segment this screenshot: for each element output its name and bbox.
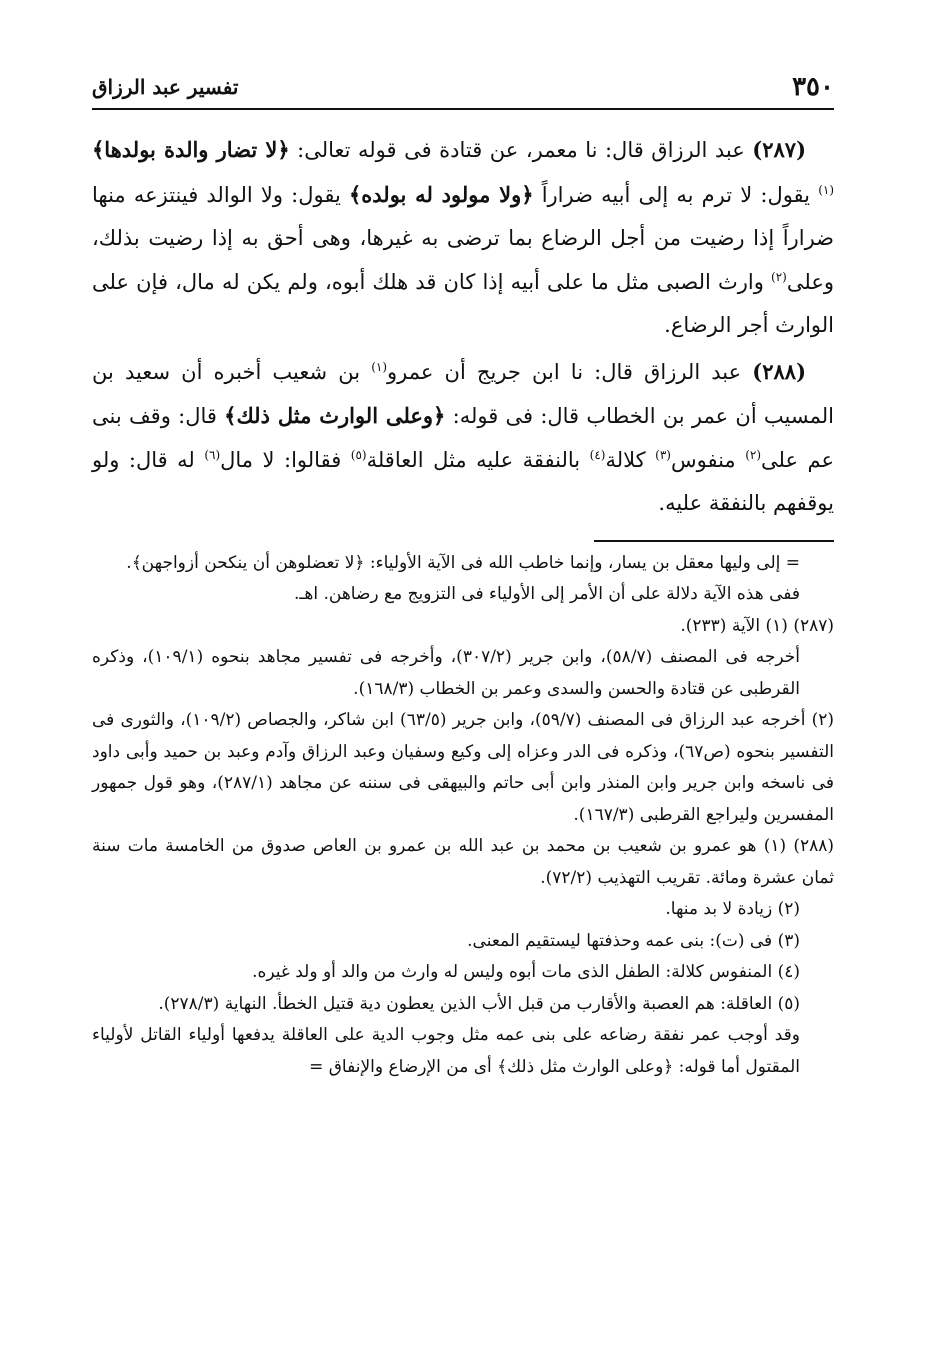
quran-quote: ﴿ولا مولود له بولده﴾ [348,181,534,207]
footnote-ref: (١) [818,182,835,197]
entry-text: فقالوا: لا مال [220,447,351,472]
footnote: (٣) فى (ت): بنى عمه وحذفتها ليستقيم المعنى. [467,930,800,951]
entry-number: (٢٨٨) [752,358,807,384]
footnote: (٤) المنفوس كلالة: الطفل الذى مات أبوه وليس له وارث من والد أو ولد غيره. [252,962,800,982]
quran-quote: ﴿وعلى الوارث مثل ذلك﴾ [224,403,446,428]
entry-text: قال: وقف بنى عم على [92,404,835,472]
page-number: ٣٥٠ [792,72,834,102]
footnote-ref: (٢) [745,447,762,462]
footnote-ref: (٥) [350,447,367,462]
quran-quote: ﴿لا تضار والدة بولدها﴾ [92,137,290,162]
footnote-ref: (٢) [771,269,787,284]
footnote: (٢) أخرجه عبد الرزاق فى المصنف (٥٩/٧)، وابن جرير (٦٣/٥) ابن شاكر، والجصاص (١٠٩/٢)، والثورى فى التفسير بنحوه (ص٦٧)، وذكره فى الدر وعزاه إلى وكيع وسفيان وعبد الرزاق وآدم وعبد بن حميد وأبى داود فى ناسخه وابن جرير وابن المنذر وابن أبى حاتم والبيهقى فى سننه عن مجاهد (٢٨٧/١)، وهو قول جمهور المفسرين وليراجع القرطبى (١٦٧/٣). [92,710,834,825]
entry-text: له قال: ولو يوقفهم بالنفقة عليه. [92,447,834,515]
entry-text: منفوس [670,447,746,472]
entry-text: عبد الرزاق قال: نا معمر، عن قتادة فى قوله تعالى: [289,138,753,162]
entry-text: وارث الصبى مثل ما على أبيه إذا كان قد هلك أبوه، ولم يكن له مال، فإن على الوارث أجر الرضاع. [92,269,834,337]
footnote: وقد أوجب عمر نفقة رضاعه على بنى عمه مثل وجوب الدية على العاقلة يدفعها أولياء القاتل لأولياء المقتول أما قوله: ﴿وعلى الوارث مثل ذلك﴾ أى من الإرضاع والإنفاق = [92,1025,800,1077]
entry-text: يقول: ولا الوالد فينتزعه منها ضراراً إذا رضيت من أجل الرضاع بما ترضى به غيرها، وهى أحق به إذا رضيت بذلك، وعلى [92,182,834,294]
entry-288 [92,350,834,526]
entry-text: كلالة [605,447,656,472]
entry-text: بن شعيب أخبره أن سعيد بن المسيب أن عمر بن الخطاب قال: فى قوله: [92,359,834,428]
page [92,70,834,1083]
entry-text: بالنفقة عليه مثل العاقلة [366,447,590,472]
entry-text: عبد الرزاق قال: نا ابن جريج أن عمرو [387,359,753,384]
footnote-ref: (٣) [655,447,671,462]
entry-287 [92,128,834,348]
footnote: (٥) العاقلة: هم العصبة والأقارب من قبل الأب الذين يعطون دية قتيل الخطأ. النهاية (٢٧٨/٣). [158,993,800,1014]
page-header [92,70,834,110]
main-text [92,128,834,526]
footnote: (٢) زيادة لا بد منها. [665,899,800,919]
footnote: (٢٨٧) (١) الآية (٢٣٣). [680,615,834,636]
entry-text: يقول: لا ترم به إلى أبيه ضراراً [533,182,819,207]
footnote-ref: (٦) [204,447,221,462]
footnote: (٢٨٨) (١) هو عمرو بن شعيب بن محمد بن عبد الله بن عمرو بن العاص صدوق من الخامسة مات سنة ثمان عشرة ومائة. تقريب التهذيب (٧٢/٢). [92,836,834,888]
footnote: أخرجه فى المصنف (٥٨/٧)، وابن جرير (٣٠٧/٢)، وأخرجه فى تفسير مجاهد بنحوه (١٠٩/١)، وذكره القرطبى عن قتادة والحسن والسدى وعمر بن الخطاب (١٦٨/٣). [92,647,801,699]
entry-number: (٢٨٧) [752,137,807,162]
running-title: تفسير عبد الرزاق [92,75,239,99]
footnote-continuation: ففى هذه الآية دلالة على أن الأمر إلى الأولياء فى التزويج مع رضاهن. اهـ. [294,584,800,604]
footnotes [92,548,834,1084]
footnote-ref: (٤) [589,447,606,462]
footnote-continuation: = إلى وليها معقل بن يسار، وإنما خاطب الله فى الآية الأولياء: ﴿لا تعضلوهن أن ينكحن أزواجهن﴾. [126,552,800,573]
footnote-divider [594,540,834,542]
footnote-ref: (١) [371,359,388,374]
